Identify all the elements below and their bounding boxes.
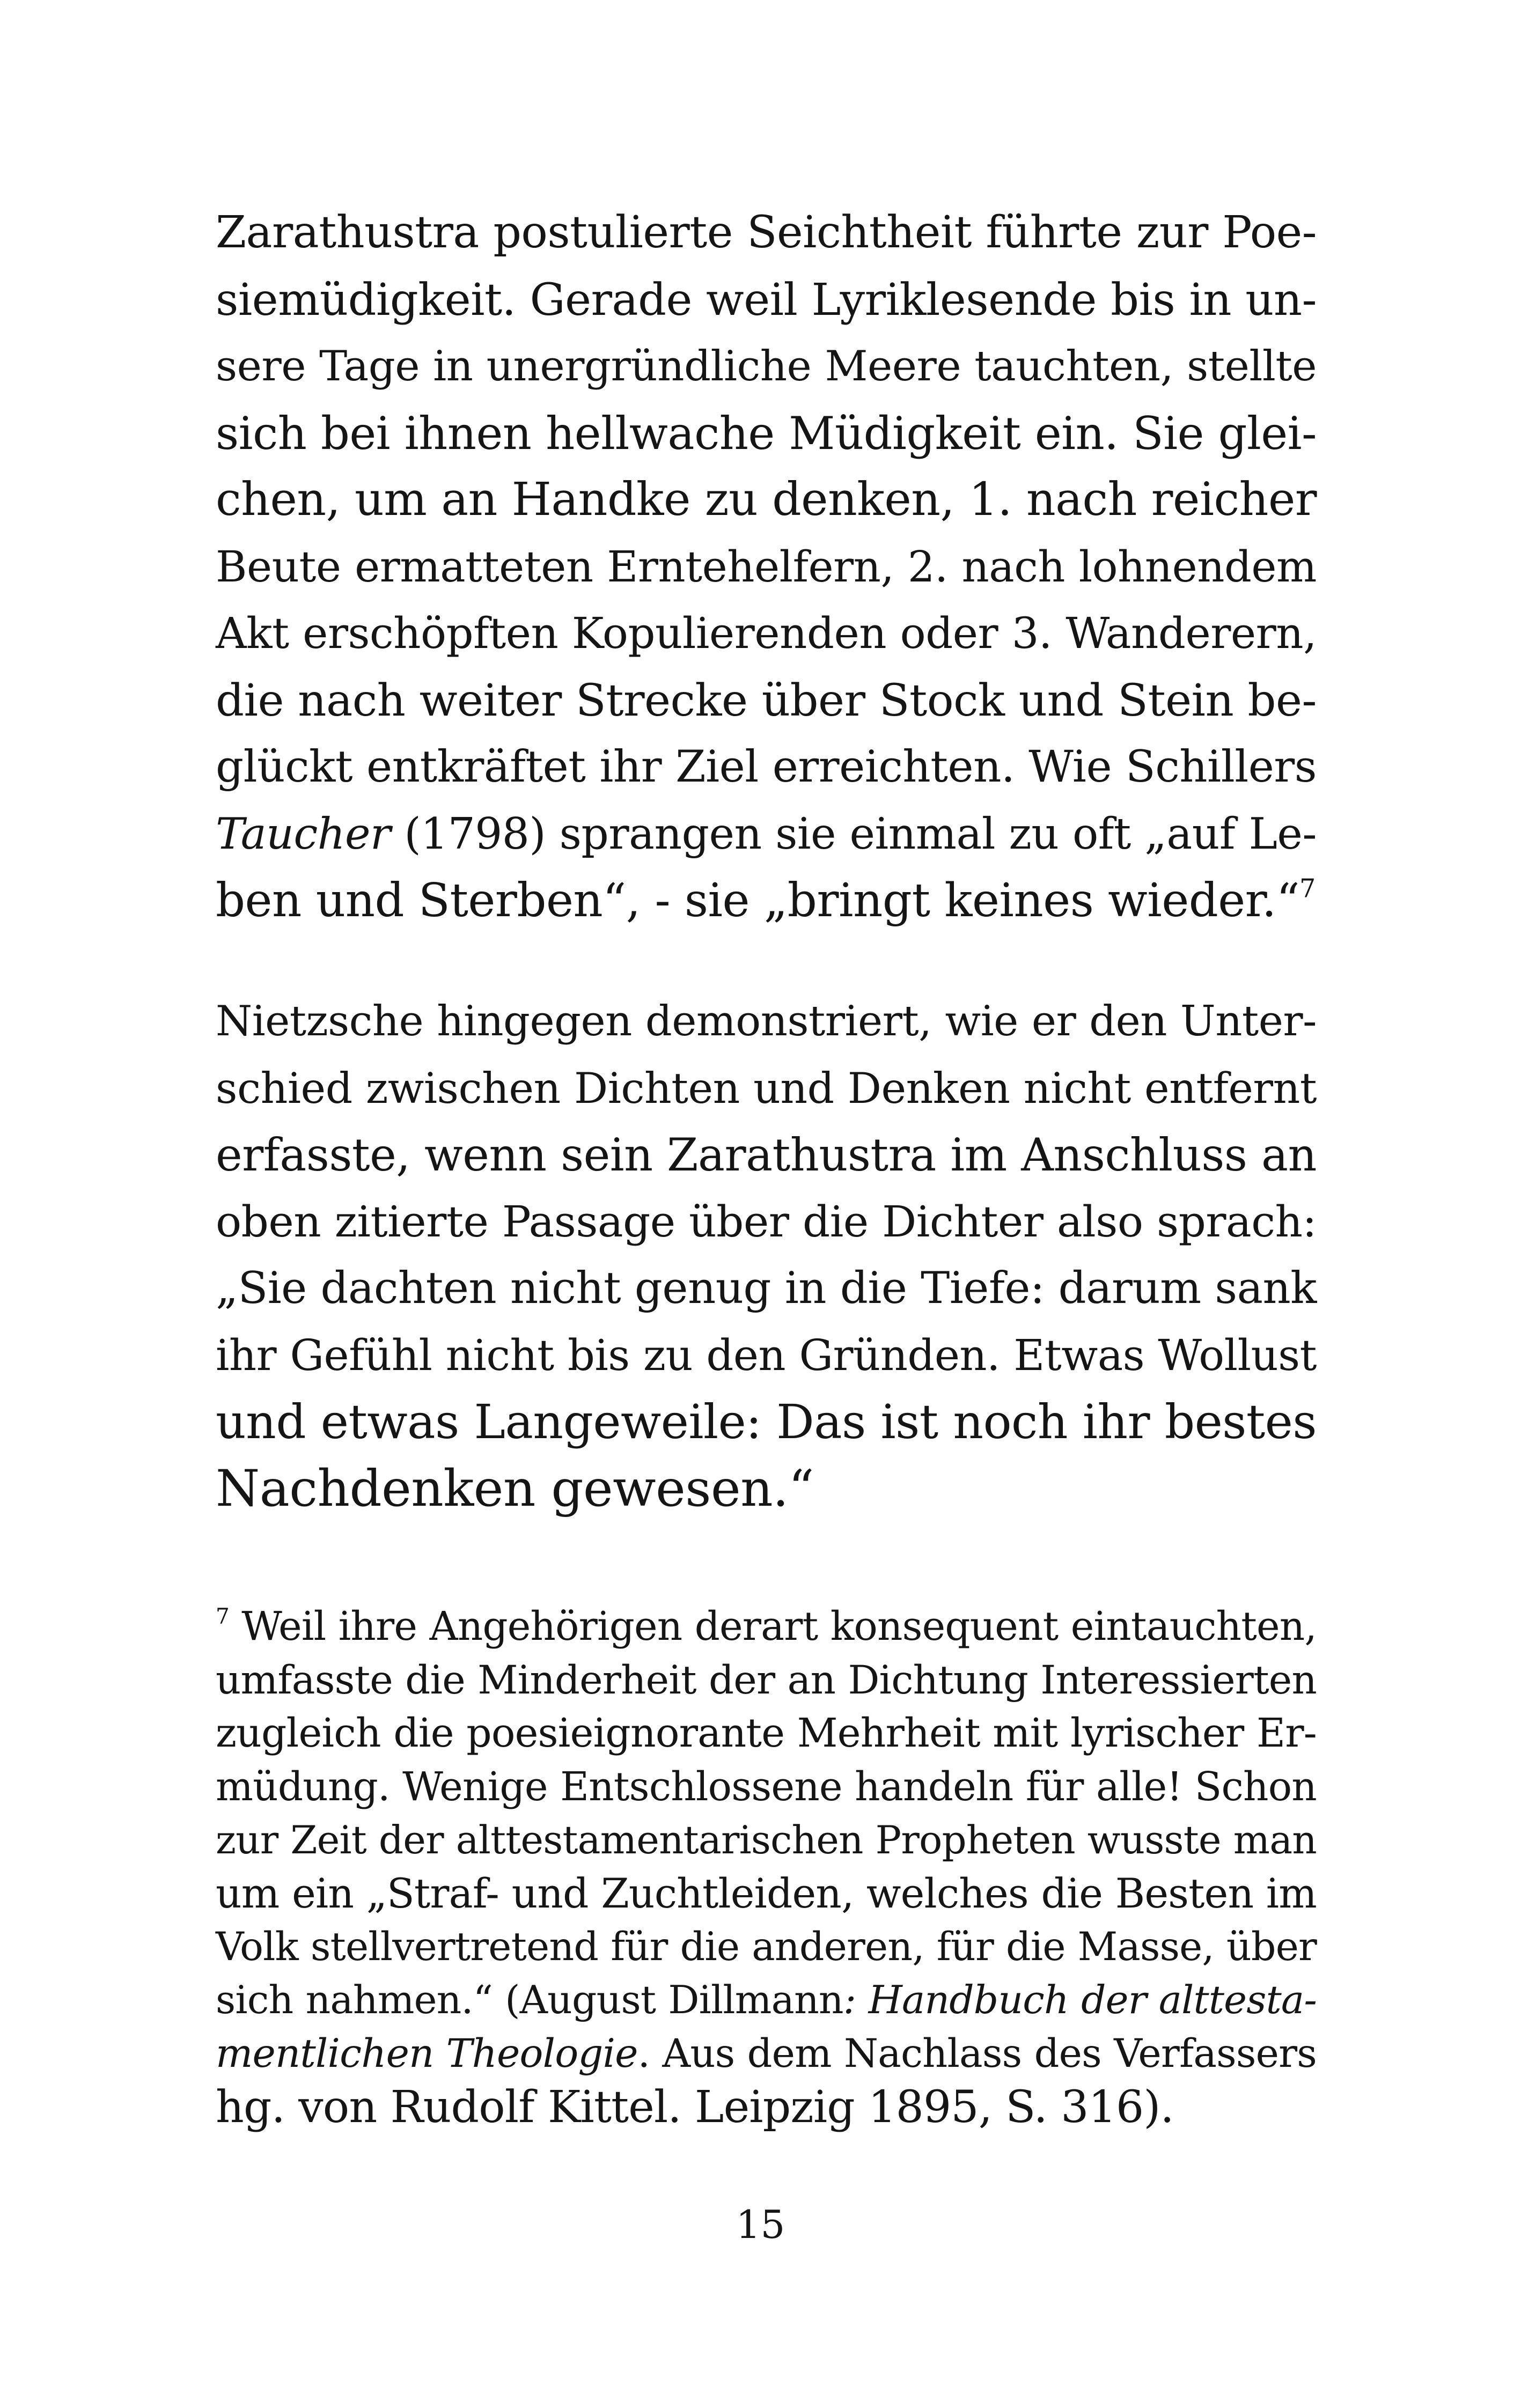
footnote-line: um ein „Straf- und Zuchtleiden, welches die Besten im [216, 1869, 1317, 1917]
text-line: Nietzsche hingegen demonstriert, wie er den Unter- [216, 997, 1317, 1045]
text-line: sich bei ihnen hellwache Müdigkeit ein. Sie glei- [216, 407, 1317, 460]
text-line: „Sie dachten nicht genug in die Tiefe: darum sank [216, 1263, 1317, 1314]
footnote-line [216, 2027, 1317, 2081]
paragraph-1 [216, 200, 1317, 934]
italic-title: Taucher [216, 808, 391, 859]
footnote-line [216, 1600, 1317, 1654]
footnote-line: zugleich die poesieignorante Mehrheit mit lyrischer Er- [216, 1710, 1317, 1756]
italic-title: mentlichen Theologie [216, 2031, 638, 2076]
text-segment: Weil ihre Angehörigen derart konsequent eintauchten, [229, 1604, 1317, 1649]
text-segment: sich nahmen.“ (August Dillmann [216, 1977, 843, 2023]
footnote-number: 7 [216, 1603, 229, 1629]
text-line: Nachdenken gewesen.“ [216, 1459, 814, 1518]
footnote-line: umfasste die Minderheit der an Dichtung Interessierten [216, 1657, 1317, 1703]
text-line: Akt erschöpften Kopulierenden oder 3. Wanderern, [216, 608, 1317, 658]
text-line: erfasste, wenn sein Zarathustra im Anschluss an [216, 1129, 1317, 1181]
text-line: sere Tage in unergründliche Meere tauchten, stellte [216, 342, 1317, 391]
footnote-reference[interactable]: 7 [1299, 874, 1316, 904]
text-line: glückt entkräftet ihr Ziel erreichten. Wie Schillers [216, 741, 1317, 792]
footnote-7 [216, 1600, 1317, 2134]
text-line [216, 867, 1317, 934]
footnote-line: Volk stellvertretend für die anderen, für die Masse, über [216, 1924, 1317, 1970]
text-line: Beute ermatteten Erntehelfern, 2. nach lohnendem [216, 541, 1317, 592]
footnote-line: hg. von Rudolf Kittel. Leipzig 1895, S. 316). [216, 2081, 1174, 2133]
text-segment: . Aus dem Nachlass des Verfassers [637, 2031, 1317, 2076]
text-line: und etwas Langeweile: Das ist noch ihr bestes [216, 1394, 1317, 1449]
text-segment: (1798) sprangen sie einmal zu oft „auf Le- [390, 808, 1317, 859]
text-segment: ben und Sterben“, - sie „bringt keines wieder.“ [216, 874, 1300, 927]
footnote-line: müdung. Wenige Entschlossene handeln für alle! Schon [216, 1764, 1317, 1810]
text-line: chen, um an Handke zu denken, 1. nach reicher [216, 473, 1317, 526]
text-line [216, 801, 1317, 868]
text-line: schied zwischen Dichten und Denken nicht entfernt [216, 1063, 1317, 1113]
footnote-line: zur Zeit der alttestamentarischen Propheten wusste man [216, 1817, 1317, 1862]
text-line: oben zitierte Passage über die Dichter also sprach: [216, 1196, 1317, 1247]
page-number: 15 [736, 2202, 785, 2247]
text-line: siemüdigkeit. Gerade weil Lyriklesende bis in un- [216, 274, 1317, 326]
text-line: die nach weiter Strecke über Stock und Stein be- [216, 674, 1317, 726]
italic-title: : Handbuch der alttesta- [843, 1977, 1317, 2023]
text-line: Zarathustra postulierte Seichtheit führte zur Poe- [216, 207, 1317, 258]
footnote-line [216, 1974, 1317, 2028]
text-line: ihr Gefühl nicht bis zu den Gründen. Etwas Wollust [216, 1330, 1317, 1380]
paragraph-2 [216, 988, 1317, 1522]
